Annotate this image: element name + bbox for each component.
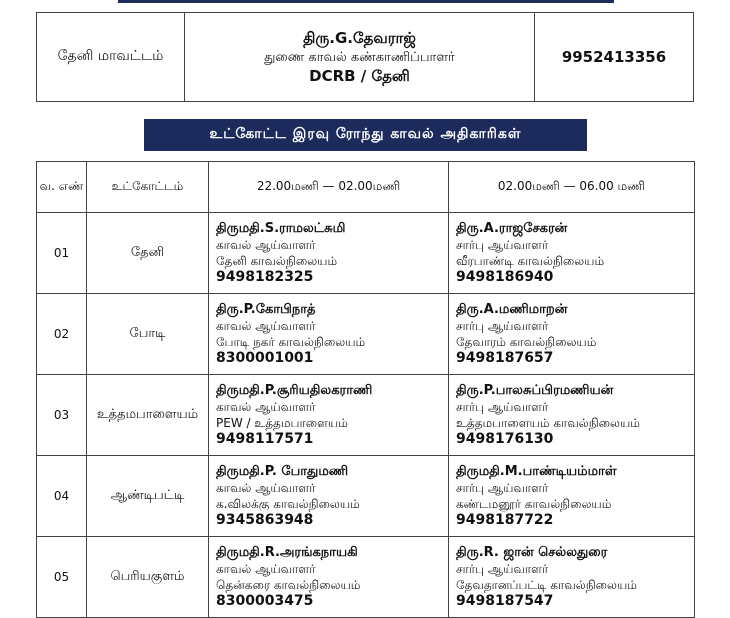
officer-name: திரு.A.ராஜசேகரன் [456,221,568,236]
officer-station: க.விலக்கு காவல்நிலையம் [216,497,360,511]
shift1-officer [209,213,449,294]
officer-rank: காவல் ஆய்வாளர் [216,400,316,414]
shift2-officer [449,456,695,537]
officer-station: PEW / உத்தமபாளையம் [216,416,348,430]
header-shift1: 22.00மணி — 02.00மணி [209,162,449,213]
shift2-officer [449,213,695,294]
officer-rank: காவல் ஆய்வாளர் [216,319,316,333]
table-row [37,375,695,456]
row-subdivision: உத்தமபாளையம் [87,375,209,456]
shift2-officer [449,537,695,618]
header-shift2: 02.00மணி — 06.00 மணி [449,162,695,213]
row-serial: 02 [37,294,87,375]
row-serial: 03 [37,375,87,456]
district-cell: தேனி மாவட்டம் [37,13,185,101]
officer-name: திரு.P.பாலசுப்பிரமணியன் [456,383,614,398]
officer-station: தென்கரை காவல்நிலையம் [216,578,361,592]
officer-rank: சார்பு ஆய்வாளர் [456,238,549,252]
row-subdivision: போடி [87,294,209,375]
officer-phone: 9498186940 [456,269,554,285]
officer-phone: 9498187657 [456,350,554,366]
shift2-officer [449,294,695,375]
shift1-officer [209,537,449,618]
officer-station: கண்டமனூர் காவல்நிலையம் [456,497,612,511]
officer-rank: சார்பு ஆய்வாளர் [456,481,549,495]
officer-station: போடி நகர் காவல்நிலையம் [216,335,366,349]
officer-rank: காவல் ஆய்வாளர் [216,481,316,495]
shift2-officer [449,375,695,456]
officer-phone: 9498182325 [216,269,314,285]
officer-name: திரு.G.தேவராஜ் [303,28,416,47]
table-row [37,213,695,294]
shift1-officer [209,375,449,456]
shift1-officer [209,456,449,537]
section-banner: உட்கோட்ட இரவு ரோந்து காவல் அதிகாரிகள் [144,119,587,151]
officer-cell [185,13,535,101]
officer-name: திரு.P.கோபிநாத் [216,302,316,317]
officer-station: தேனி காவல்நிலையம் [216,254,338,268]
officer-phone: 9498176130 [456,431,554,447]
table-header-row [37,162,695,213]
row-subdivision: பெரியகுளம் [87,537,209,618]
officer-phone: 9498117571 [216,431,314,447]
officer-name: திருமதி.P.சூரியதிலகராணி [216,383,373,398]
header-serial: வ. எண் [37,162,87,213]
officer-rank: சார்பு ஆய்வாளர் [456,562,549,576]
row-subdivision: ஆண்டிபட்டி [87,456,209,537]
officer-phone: 9498187547 [456,593,554,609]
officer-station: தேவாரம் காவல்நிலையம் [456,335,597,349]
officer-phone: 8300003475 [216,593,314,609]
officer-station: வீரபாண்டி காவல்நிலையம் [456,254,605,268]
row-serial: 04 [37,456,87,537]
patrol-officers-table [36,161,695,618]
officer-station: உத்தமபாளையம் காவல்நிலையம் [456,416,640,430]
officer-phone: 9345863948 [216,512,314,528]
officer-phone: 9952413356 [561,48,667,66]
table-row [37,294,695,375]
top-edge-bar [118,0,614,3]
officer-phone: 8300001001 [216,350,314,366]
row-subdivision: தேனி [87,213,209,294]
officer-name: திருமதி.M.பாண்டியம்மாள் [456,464,617,479]
officer-designation: துணை காவல் கண்காணிப்பாளர் [264,49,455,65]
dcrb-officer-box [36,12,694,102]
officer-name: திரு.A.மணிமாறன் [456,302,568,317]
row-serial: 01 [37,213,87,294]
officer-unit: DCRB / தேனி [309,66,410,85]
officer-name: திருமதி.R.அரங்கநாயகி [216,545,358,560]
officer-name: திருமதி.P. போதுமணி [216,464,349,479]
officer-rank: காவல் ஆய்வாளர் [216,238,316,252]
table-row [37,456,695,537]
officer-rank: காவல் ஆய்வாளர் [216,562,316,576]
shift1-officer [209,294,449,375]
officer-rank: சார்பு ஆய்வாளர் [456,319,549,333]
row-serial: 05 [37,537,87,618]
officer-name: திரு.R. ஜான் செல்லதுரை [456,545,608,560]
officer-name: திருமதி.S.ராமலட்சுமி [216,221,346,236]
table-row [37,537,695,618]
officer-rank: சார்பு ஆய்வாளர் [456,400,549,414]
officer-phone: 9498187722 [456,512,554,528]
officer-station: தேவதானப்பட்டி காவல்நிலையம் [456,578,637,592]
header-subdivision: உட்கோட்டம் [87,162,209,213]
